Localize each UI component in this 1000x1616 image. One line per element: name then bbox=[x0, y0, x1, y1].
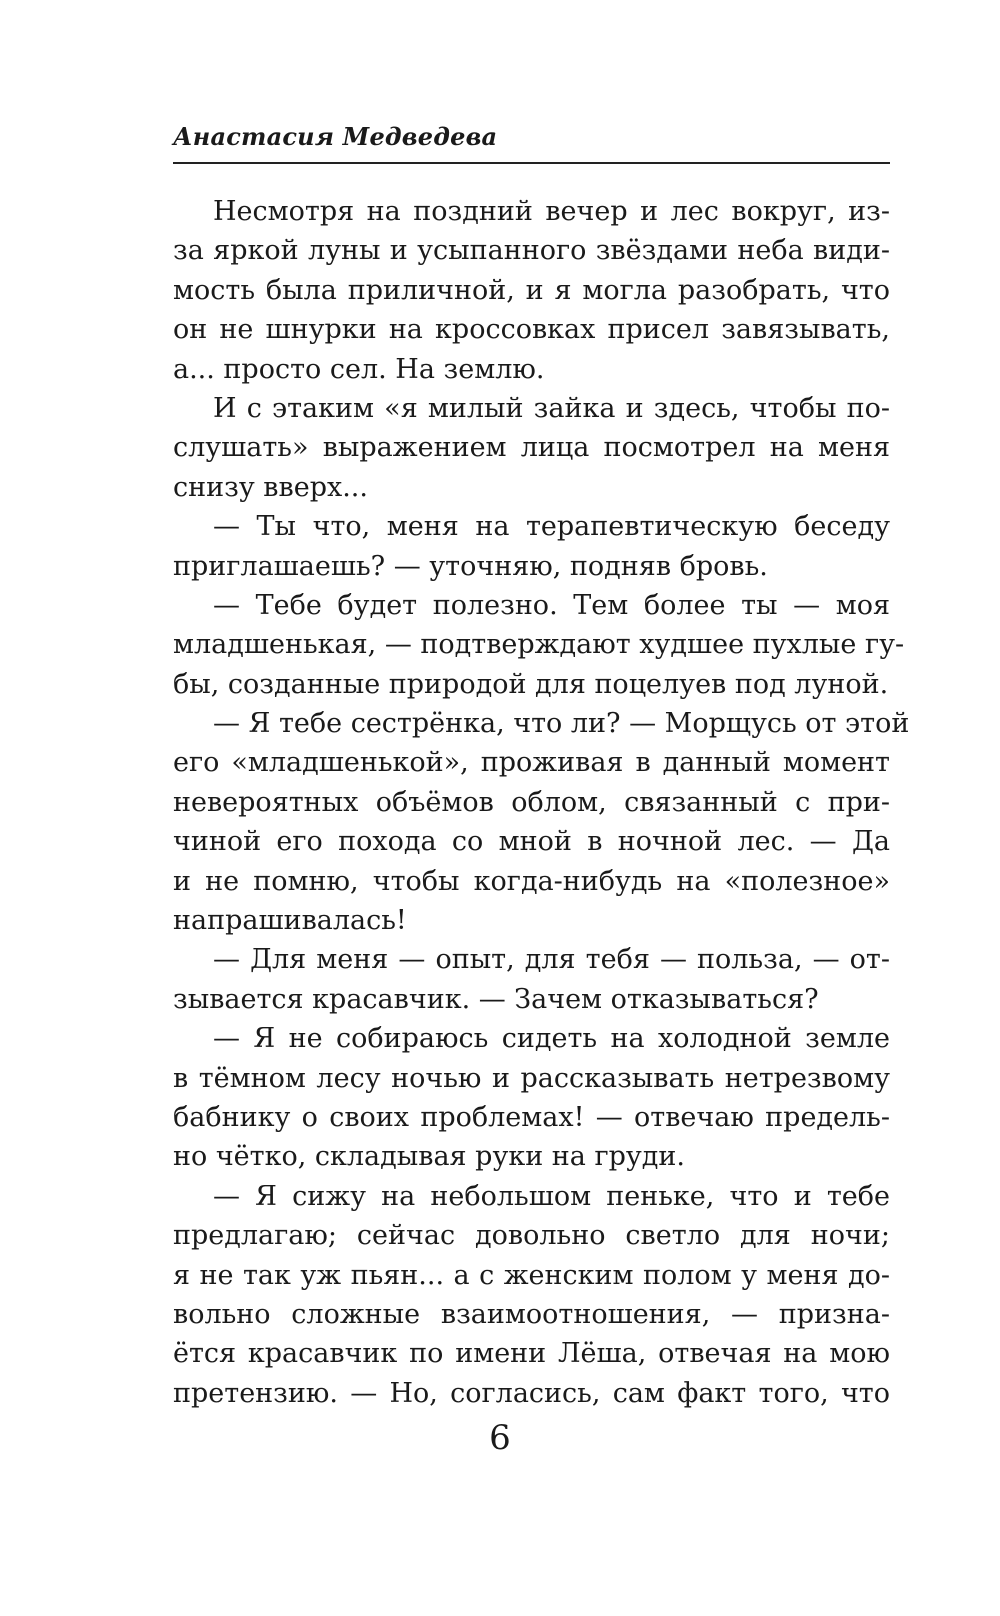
text-line: а... просто сел. На землю. bbox=[173, 353, 545, 385]
running-header bbox=[173, 122, 890, 164]
text-line: претензию. — Но, согласись, сам факт того, что bbox=[173, 1377, 890, 1409]
text-line: — Я не собираюсь сидеть на холодной земле bbox=[213, 1023, 890, 1055]
paragraph bbox=[173, 1019, 890, 1177]
text-line: зывается красавчик. — Зачем отказываться? bbox=[173, 983, 819, 1015]
text-line: напрашивалась! bbox=[173, 905, 407, 937]
text-line: — Я тебе сестрёнка, что ли? — Морщусь от этой bbox=[213, 708, 910, 740]
paragraph bbox=[173, 704, 910, 940]
text-line: вольно сложные взаимоотношения, — призна- bbox=[173, 1298, 890, 1330]
text-line: снизу вверх... bbox=[173, 471, 368, 503]
text-line: я не так уж пьян... а с женским полом у меня до- bbox=[173, 1259, 890, 1291]
text-line: слушать» выражением лица посмотрел на меня bbox=[173, 432, 890, 464]
paragraph bbox=[173, 586, 905, 704]
paragraph bbox=[173, 507, 890, 586]
text-line: его «младшенькой», проживая в данный момент bbox=[173, 747, 890, 779]
text-line: бы, созданные природой для поцелуев под луной. bbox=[173, 668, 889, 700]
paragraph bbox=[173, 389, 890, 507]
text-line: мость была приличной, и я могла разобрать, что bbox=[173, 274, 890, 306]
text-line: ётся красавчик по имени Лёша, отвечая на мою bbox=[173, 1338, 890, 1370]
text-line: предлагаю; сейчас довольно светло для ночи; bbox=[173, 1220, 890, 1252]
text-line: — Для меня — опыт, для тебя — польза, — от- bbox=[213, 944, 890, 976]
paragraph bbox=[173, 940, 890, 1019]
text-line: бабнику о своих проблемах! — отвечаю предель- bbox=[173, 1101, 890, 1133]
text-line: — Ты что, меня на терапевтическую беседу bbox=[213, 511, 890, 543]
text-line: Несмотря на поздний вечер и лес вокруг, из- bbox=[213, 196, 890, 227]
page-number: 6 bbox=[489, 1418, 511, 1458]
paragraph bbox=[173, 1177, 890, 1413]
text-line: но чётко, складывая руки на груди. bbox=[173, 1141, 685, 1173]
text-line: он не шнурки на кроссовках присел завязывать, bbox=[173, 314, 890, 346]
text-line: И с этаким «я милый зайка и здесь, чтобы по- bbox=[213, 392, 890, 424]
body-text bbox=[173, 192, 910, 1413]
text-line: и не помню, чтобы когда-нибудь на «полезное» bbox=[173, 865, 890, 897]
author-name: Анастасия Медведева bbox=[173, 122, 498, 151]
text-line: за яркой луны и усыпанного звёздами неба види- bbox=[173, 235, 890, 267]
text-line: младшенькая, — подтверждают худшее пухлые гу- bbox=[173, 629, 905, 661]
text-line: чиной его похода со мной в ночной лес. — Да bbox=[173, 826, 890, 858]
text-line: невероятных объёмов облом, связанный с при- bbox=[173, 786, 890, 818]
text-line: в тёмном лесу ночью и рассказывать нетрезвому bbox=[173, 1062, 890, 1094]
paragraph bbox=[173, 192, 890, 389]
text-line: — Я сижу на небольшом пеньке, что и тебе bbox=[213, 1180, 890, 1212]
text-line: — Тебе будет полезно. Тем более ты — моя bbox=[213, 589, 890, 621]
text-line: приглашаешь? — уточняю, подняв бровь. bbox=[173, 550, 768, 582]
